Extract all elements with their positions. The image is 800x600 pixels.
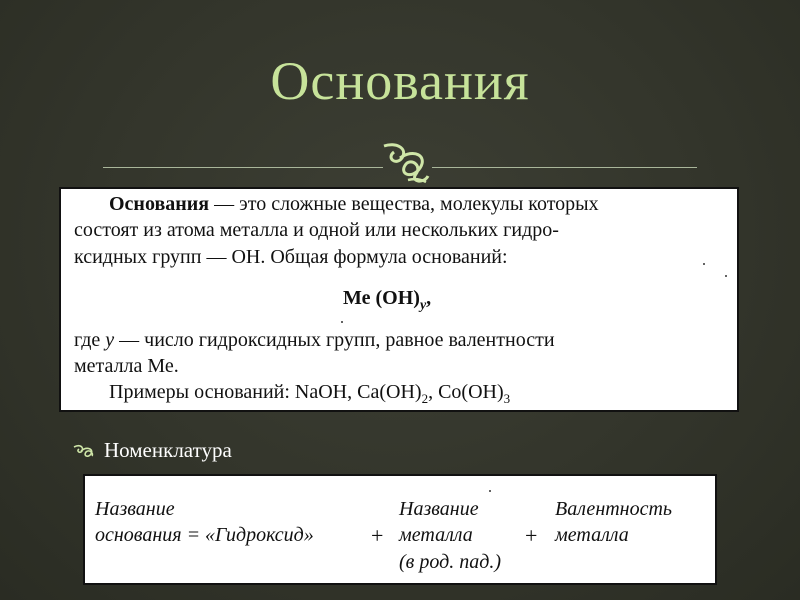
definition-line-3: ксидных групп — ОН. Общая формула оснований: <box>74 246 508 268</box>
definition-line-2: состоят из атома металла и одной или нескольких гидро- <box>74 219 559 241</box>
bullet-nomenclature <box>72 438 232 463</box>
nomenclature-col1-line1: Название <box>95 498 175 520</box>
bullet-ornament-icon <box>72 443 98 459</box>
bullet-label: Номенклатура <box>104 438 232 462</box>
nomenclature-plus-2: + <box>525 523 538 548</box>
nomenclature-col2-line1: Название <box>399 498 479 520</box>
ornament-icon <box>378 140 434 184</box>
nomenclature-col3-line2: металла <box>555 524 629 546</box>
title-divider-right <box>432 167 697 168</box>
nomenclature-col2-line3: (в род. пад.) <box>399 551 501 573</box>
nomenclature-col3-line1: Валентность <box>555 498 673 520</box>
definition-image <box>59 187 739 412</box>
general-formula: Ме $(ОН)_y$, <box>343 287 432 313</box>
definition-term: Основания <box>109 193 210 215</box>
nomenclature-plus-1: + <box>371 523 384 548</box>
definition-line-5: где y — число гидроксидных групп, равное валентности <box>74 329 555 351</box>
definition-line-1: Основания — это сложные вещества, молекулы которых <box>109 193 599 215</box>
examples-line: Примеры оснований: NaOH, $Ca(OH)_2$, $Co(OH)_3$ <box>109 381 511 406</box>
nomenclature-col1-line2: основания = «Гидроксид» <box>95 524 314 546</box>
nomenclature-image <box>83 474 717 585</box>
slide-title: Основания <box>270 51 530 111</box>
nomenclature-col2-line2: металла <box>399 524 473 546</box>
title-divider-left <box>103 167 383 168</box>
definition-line-6: металла Ме. <box>74 355 179 377</box>
